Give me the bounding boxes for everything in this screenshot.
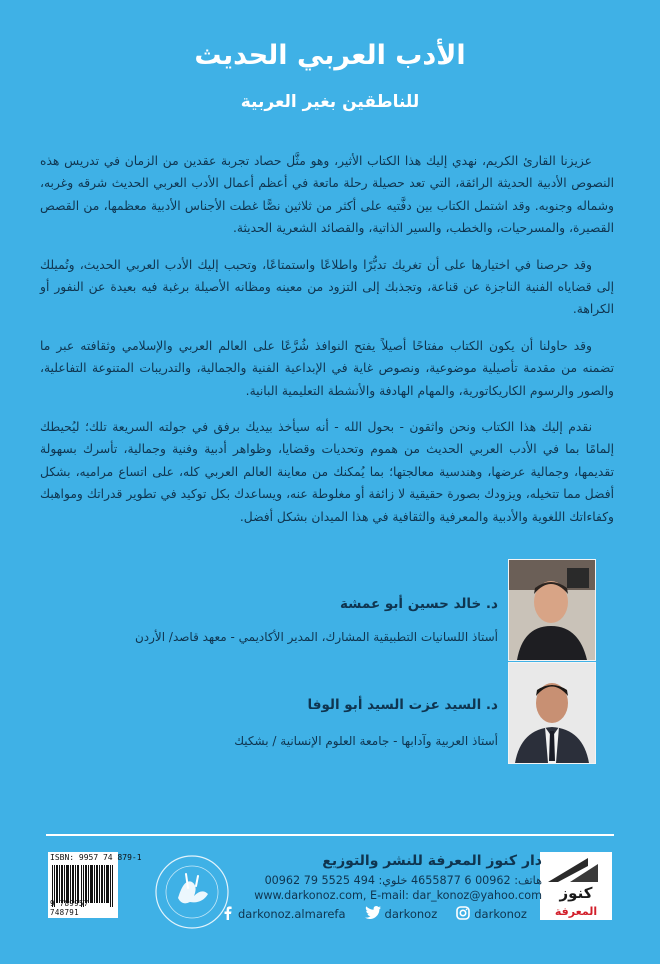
book-title: الأدب العربي الحديث xyxy=(194,40,466,71)
logo-text-top: كنوز xyxy=(559,884,593,902)
author-photo-2 xyxy=(508,662,596,764)
author-1-name: د. خالد حسين أبو عمشة xyxy=(339,596,498,612)
instagram-handle: darkonoz xyxy=(474,907,527,921)
instagram-icon xyxy=(456,906,470,923)
blurb-paragraph: عزيزنا القارئ الكريم، نهدي إليك هذا الكتاب الأثير، وهو مثَّل حصاد تجربة عقدين من الزمان في تدريس هذه النصوص الأدبية الحديثة الرائقة، التي تعد حصيلة رحلة ماتعة في أعظم أعمال الأدب العربي الحديث شرقه وغربه، وشماله وجنوبه. وقد اشتمل الكتاب بين دفَّتيه على أكثر من ثلاثين نصًّا غطت الأجناس الأدبية معظمها، من القصص القصيرة، والمسرحيات، والخطب، والسير الذاتية، والقصائد الشعرية الحديثة. xyxy=(40,154,614,236)
blurb xyxy=(40,150,614,542)
author-2-role: أستاذ العربية وآدابها - جامعة العلوم الإنسانية / بشكيك xyxy=(234,734,498,748)
publisher-phone: هاتف: 00962 6 4655877 خلوي: 494 5525 79 00962 xyxy=(264,874,542,887)
author-1 xyxy=(340,596,498,612)
calligraphy-seal-icon xyxy=(152,852,232,932)
author-2-name: د. السيد عزت السيد أبو الوفا xyxy=(307,697,498,713)
twitter-icon xyxy=(365,906,381,922)
blurb-paragraph: وقد حرصنا في اختيارها على أن تغريك تدبُّرًا واطلاعًا واستمتاعًا، وتحبب إليك الأدب العربي الحديث، وتُميلك إلى قضاياه الفنية الناجزة عن قناعة، وتجذبك إلى التزود من معينه ومظانه الأصيلة برغبة فيه بعيدة عن النفور أو الكراهة. xyxy=(40,257,614,317)
social-facebook[interactable] xyxy=(222,906,346,923)
isbn-label: ISBN: 9957 74 879-1 xyxy=(50,853,142,862)
blurb-paragraph: وقد حاولنا أن يكون الكتاب مفتاحًا أصيلاً يفتح النوافذ شُرَّعًا على العالم العربي والإسلامي وثقافته عبر ما تضمنه من مقدمة تأصيلية موضوعية، ونصوص غاية في الإبداعية الفنية والجمالية، والتدريبات المتنوعة التفاعلية، والصور والرسوم الكاريكاتورية، والمهام الهادفة والأنشطة التعليمية البانية. xyxy=(40,338,614,398)
facebook-handle: darkonoz.almarefa xyxy=(238,907,346,921)
isbn-barcode xyxy=(48,852,142,918)
twitter-handle: darkonoz xyxy=(384,907,438,921)
social-twitter[interactable] xyxy=(365,906,438,922)
social-links xyxy=(222,905,527,923)
publisher-logo xyxy=(540,852,612,920)
isbn-number: 9 789957 748791 xyxy=(50,899,89,917)
author-1-role-block xyxy=(135,630,498,644)
blurb-paragraph: نقدم إليك هذا الكتاب ونحن واثقون - بحول الله - أنه سيأخذ بيديك برفق في جولته السريعة تلك؛ ليُحيطك إلمامًا بما في الأدب العربي الحديث من هموم وتحديات وقضايا، وظواهر أدبية وفنية وجمالية، تأسرك بسهولة تقديمها، وجمالية عرضها، وهندسية معالجتها؛ بما يُمكنك من معاينة العالم العربي كله، على اتساع مراميه، بشكل أفضل مما تتخيله، ويزودك بصورة حقيقية لا زائفة أو مغلوطة عنه، ويساعدك بكل توكيد في تطوير قدراتك ومواهبك وكفاءاتك اللغوية والأدبية والمعرفية والثقافية في هذا الميدان بشكل أفضل. xyxy=(40,420,614,524)
author-photo-1 xyxy=(508,559,596,661)
social-instagram[interactable] xyxy=(456,906,527,923)
author-2-role-block xyxy=(234,734,498,748)
author-1-role: أستاذ اللسانيات التطبيقية المشارك، المدير الأكاديمي - معهد قاصد/ الأردن xyxy=(134,630,498,644)
publisher-name: دار كنوز المعرفة للنشر والتوزيع xyxy=(322,853,542,869)
author-2 xyxy=(308,697,498,713)
book-subtitle: للناطقين بغير العربية xyxy=(240,92,420,112)
logo-text-bottom: المعرفة xyxy=(554,905,598,918)
publisher-web: www.darkonoz.com, E-mail: dar_konoz@yahoo.com xyxy=(254,889,542,902)
footer-divider xyxy=(46,834,614,836)
